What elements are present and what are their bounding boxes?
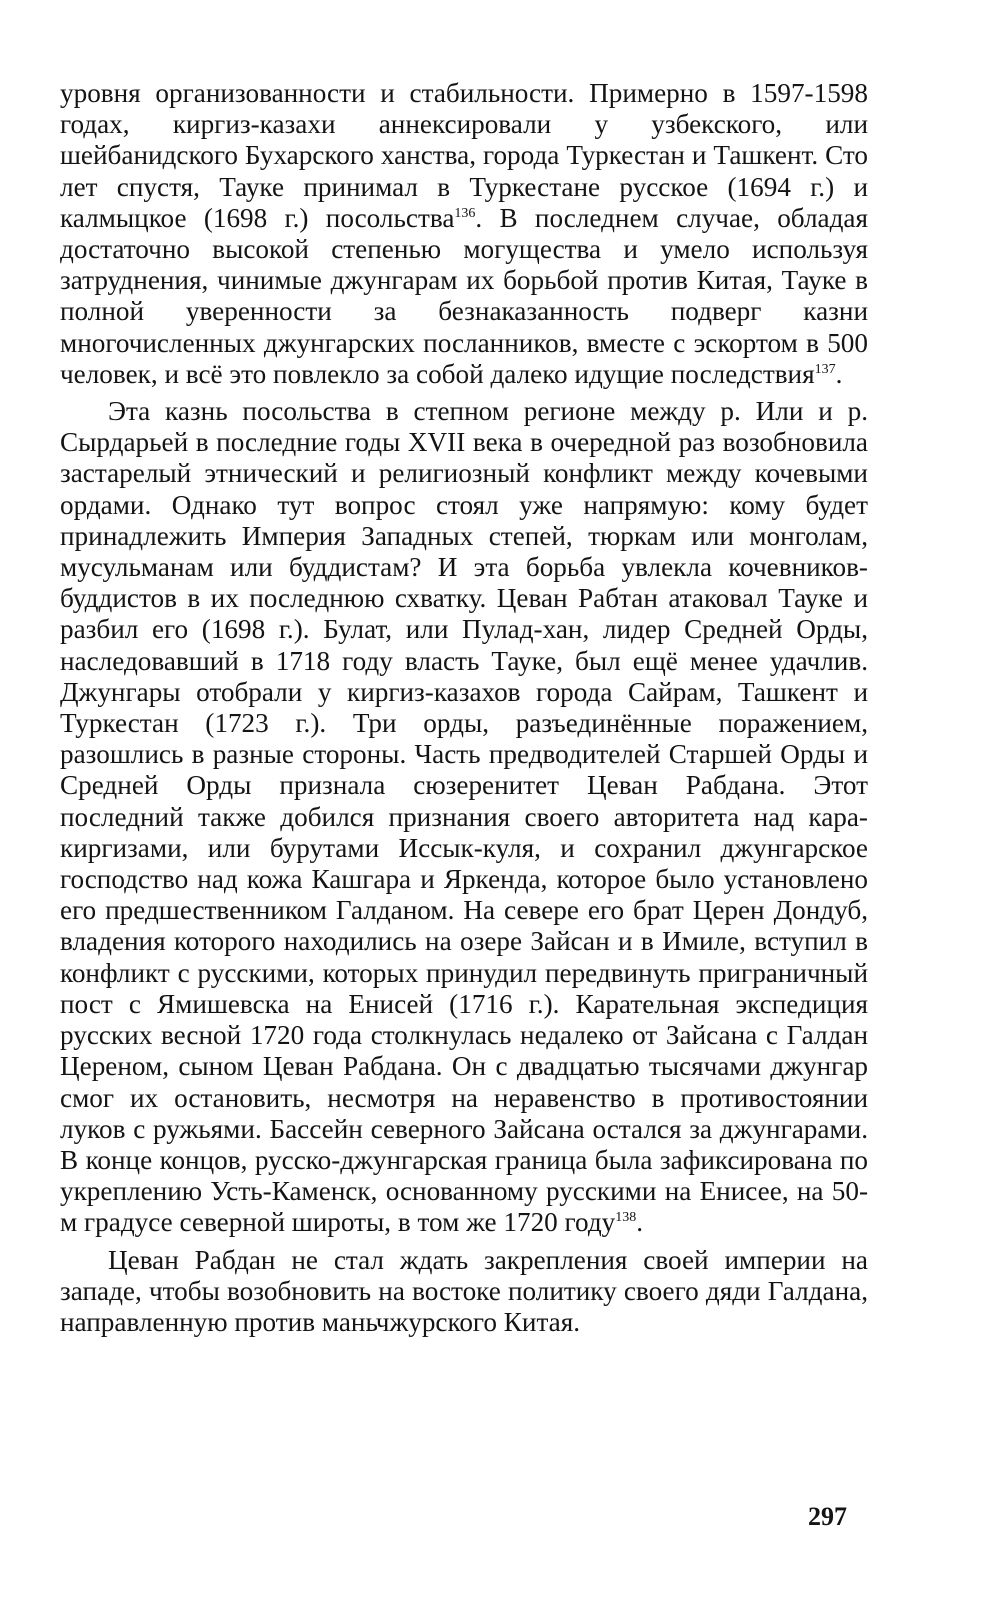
footnote-ref-136: 136 — [454, 205, 476, 221]
footnote-ref-138: 138 — [615, 1210, 637, 1226]
paragraph-1-text-end: . — [835, 358, 843, 389]
page-body — [60, 78, 868, 1338]
paragraph-2 — [60, 396, 868, 1238]
paragraph-1 — [60, 78, 868, 390]
page-number: 297 — [808, 1502, 847, 1531]
paragraph-2-text: Эта казнь посольства в степном регионе между р. Или и р. Сырдарьей в последние годы XVII века в очередной раз возобновила застарелый этнический и религиозный конфликт между кочевыми ордами. Однако тут вопрос стоял уже напрямую: кому будет принадлежить Империя Западных степей, тюркам или монголам, мусульманам или буддистам? И эта борьба увлекла кочевников-буддистов в их последнюю схватку. Цеван Рабтан атаковал Тауке и разбил его (1698 г.). Булат, или Пулад-хан, лидер Средней Орды, наследовавший в 1718 году власть Тауке, был ещё менее удачлив. Джунгары отобрали у киргиз-казахов города Сайрам, Ташкент и Туркестан (1723 г.). Три орды, разъединённые поражением, разошлись в разные стороны. Часть предводителей Старшей Орды и Средней Орды признала сюзеренитет Цеван Рабдана. Этот последний также добился признания своего авторитета над кара-киргизами, или бурутами Иссык-куля, и сохранил джунгарское господство над кожа Кашгара и Яркенда, которое было установлено его предшественником Галданом. На севере его брат Церен Дондуб, владения которого находились на озере Зайсан и в Имиле, вступил в конфликт с русскими, которых принудил передвинуть приграничный пост с Ямишевска на Енисей (1716 г.). Карательная экспедиция русских весной 1720 года столкнулась недалеко от Зайсана с Галдан Цереном, сыном Цеван Рабдана. Он с двадцатью тысячами джунгар смог их остановить, несмотря на неравенство в противостоянии луков с ружьями. Бассейн северного Зайсана остался за джунгарами. В конце концов, русско-джунгарская граница была зафиксирована по укреплению Усть-Каменск, основанному русскими на Енисее, на 50-м градусе северной широты, в том же 1720 году — [60, 396, 868, 1238]
paragraph-3-text: Цеван Рабдан не стал ждать закрепления своей империи на западе, чтобы возобновить на востоке политику своего дяди Галдана, направленную против маньчжурского Китая. — [60, 1244, 868, 1337]
paragraph-2-text-end: . — [636, 1207, 644, 1238]
paragraph-1-text-cont: . В последнем случае, обладая достаточно высокой степенью могущества и умело используя затруднения, чинимые джунгарам их борьбой против Китая, Тауке в полной уверенности за безнаказанность подверг казни многочисленных джунгарских посланников, вместе с эскортом в 500 человек, и всё это повлекло за собой далеко идущие последствия — [60, 202, 868, 389]
paragraph-3 — [60, 1245, 868, 1339]
paragraph-1-text: уровня организованности и стабильности. Примерно в 1597-1598 годах, киргиз-казахи аннексировали у узбекского, или шейбанидского Бухарского ханства, города Туркестан и Ташкент. Сто лет спустя, Тауке принимал в Туркестане русское (1694 г.) и калмыцкое (1698 г.) посольства — [60, 78, 868, 233]
footnote-ref-137: 137 — [814, 361, 836, 377]
